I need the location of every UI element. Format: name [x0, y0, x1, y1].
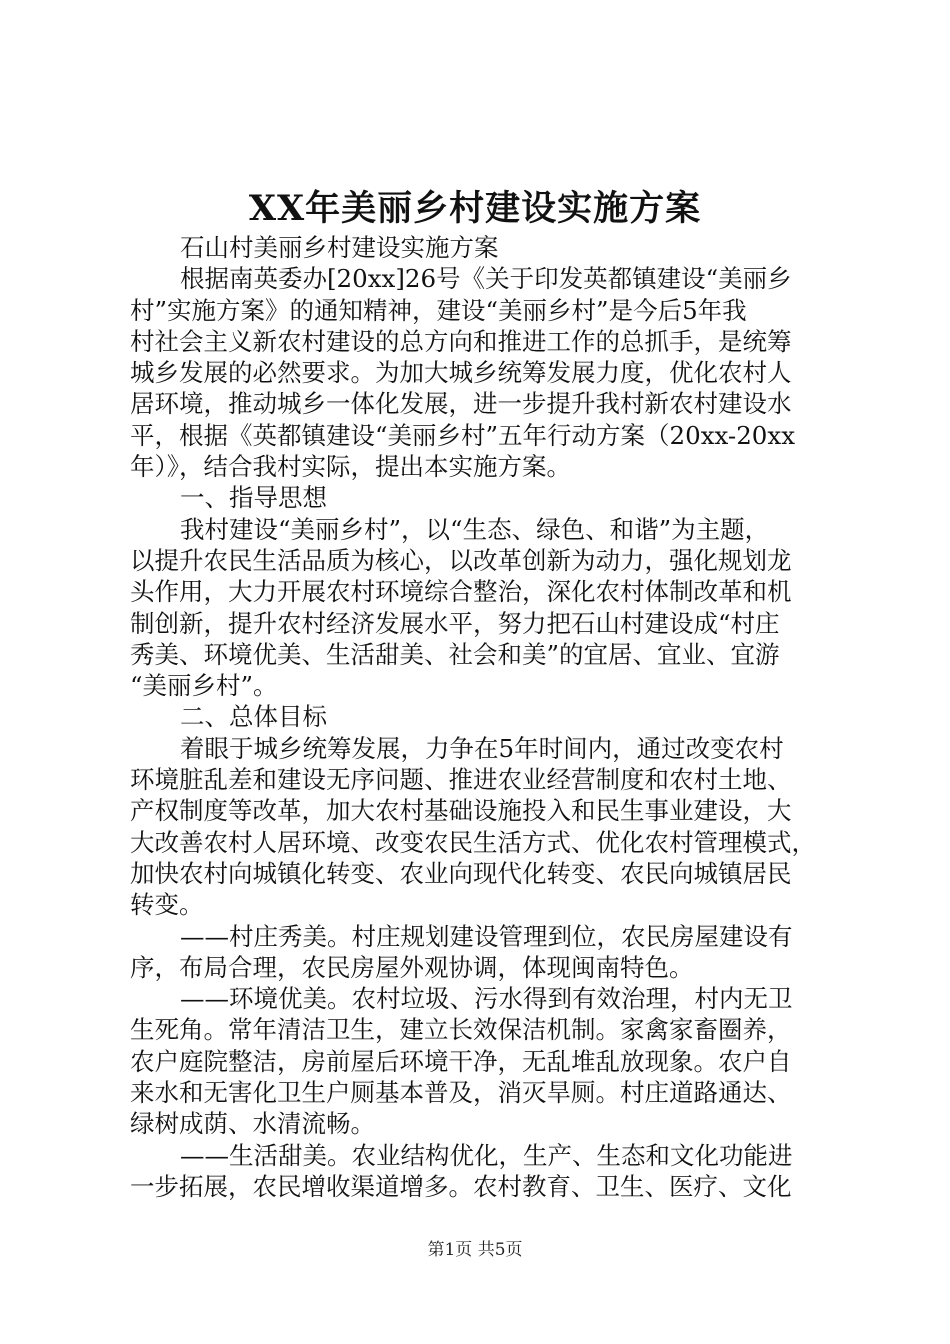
text-line: 村社会主义新农村建设的总方向和推进工作的总抓手，是统筹: [130, 326, 792, 356]
text-line: 绿树成荫、水清流畅。: [130, 1109, 375, 1139]
text-line: 环境脏乱差和建设无序问题、推进农业经营制度和农村土地、: [130, 765, 792, 795]
text-line: 头作用，大力开展农村环境综合整治，深化农村体制改革和机: [130, 577, 792, 607]
text-line: 平，根据《英都镇建设“美丽乡村”五年行动方案（20xx-20xx: [130, 420, 796, 450]
text-line: 城乡发展的必然要求。为加大城乡统筹发展力度，优化农村人: [130, 358, 792, 388]
text-line: ——生活甜美。农业结构优化，生产、生态和文化功能进: [180, 1140, 793, 1170]
page-footer: 第1页 共5页: [427, 1240, 523, 1260]
text-line: 来水和无害化卫生户厕基本普及，消灭旱厕。村庄道路通达、: [130, 1078, 792, 1108]
text-line: 农户庭院整洁，房前屋后环境干净，无乱堆乱放现象。农户自: [130, 1046, 792, 1076]
document-title: XX年美丽乡村建设实施方案: [248, 188, 702, 229]
text-line: 我村建设“美丽乡村”，以“生态、绿色、和谐”为主题，: [180, 514, 770, 544]
text-line: 村”实施方案》的通知精神，建设“美丽乡村”是今后5年我: [130, 295, 747, 325]
text-line: 二、总体目标: [180, 702, 327, 732]
text-line: 大改善农村人居环境、改变农民生活方式、优化农村管理模式，: [130, 827, 816, 857]
text-line: 序，布局合理，农民房屋外观协调，体现闽南特色。: [130, 952, 694, 982]
text-line: 着眼于城乡统筹发展，力争在5年时间内，通过改变农村: [180, 733, 784, 763]
text-line: 制创新，提升农村经济发展水平，努力把石山村建设成“村庄: [130, 608, 780, 638]
text-line: 居环境，推动城乡一体化发展，进一步提升我村新农村建设水: [130, 389, 792, 419]
text-line: 生死角。常年清洁卫生，建立长效保洁机制。家禽家畜圈养，: [130, 1015, 792, 1045]
text-line: 根据南英委办[20xx]26号《关于印发英都镇建设“美丽乡: [180, 264, 792, 294]
text-line: 年）》，结合我村实际，提出本实施方案。: [130, 452, 571, 482]
text-line: 一步拓展，农民增收渠道增多。农村教育、卫生、医疗、文化: [130, 1171, 792, 1201]
text-line: 一、指导思想: [180, 483, 327, 513]
text-line: 以提升农民生活品质为核心，以改革创新为动力，强化规划龙: [130, 545, 792, 575]
text-line: 石山村美丽乡村建设实施方案: [180, 233, 499, 262]
text-line: ——环境优美。农村垃圾、污水得到有效治理，村内无卫: [180, 984, 793, 1014]
document-body: [130, 232, 830, 1202]
text-line: 转变。: [130, 890, 204, 920]
text-line: 秀美、环境优美、生活甜美、社会和美”的宜居、宜业、宜游: [130, 639, 780, 669]
text-line: 产权制度等改革，加大农村基础设施投入和民生事业建设，大: [130, 796, 792, 826]
text-line: “美丽乡村”。: [130, 671, 278, 701]
text-line: ——村庄秀美。村庄规划建设管理到位，农民房屋建设有: [180, 921, 793, 951]
text-line: 加快农村向城镇化转变、农业向现代化转变、农民向城镇居民: [130, 858, 792, 888]
